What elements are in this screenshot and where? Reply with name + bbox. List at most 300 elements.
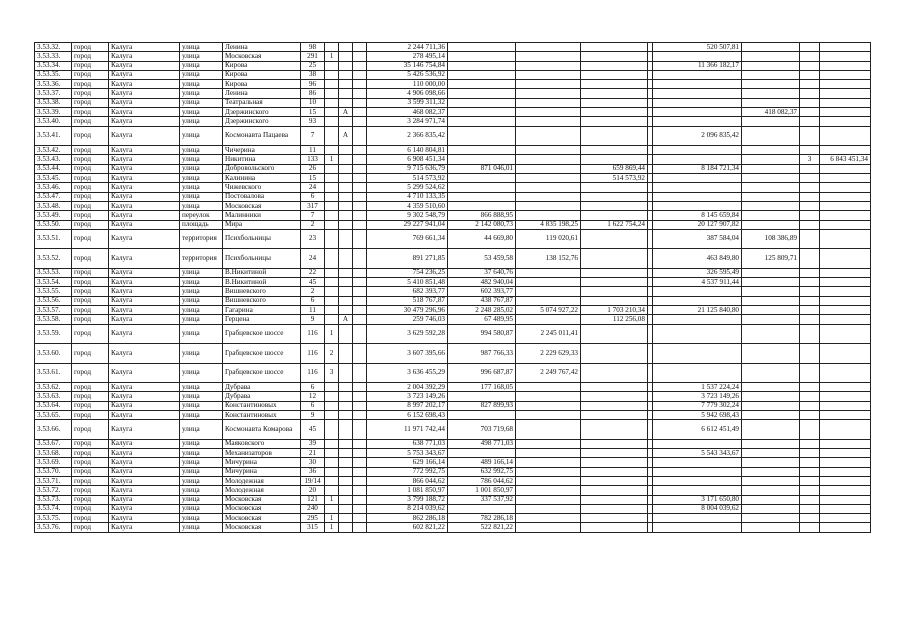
cost-col-1-cell [448,126,516,146]
cost-col-6-cell [742,495,800,504]
cost-col-5-cell [653,324,742,344]
letter-cell: А [339,126,353,146]
cost-col-3-cell [581,80,648,89]
row-number-cell: 3.53.68. [35,449,72,458]
cost-col-6-cell [742,315,800,324]
cost-col-2-cell [516,449,581,458]
cost-col-1-cell [448,108,516,117]
settlement-name-cell: Калуга [109,174,180,183]
cost-col-1-cell: 602 393,77 [448,287,516,296]
settlement-name-cell: Калуга [109,296,180,305]
house-number-cell: 39 [301,439,325,448]
cost-col-7-cell [820,523,871,532]
settlement-name-cell: Калуга [109,504,180,513]
cost-col-7-cell [820,211,871,220]
settlement-name-cell: Калуга [109,220,180,229]
street-name-cell: Мира [223,220,301,229]
cost-col-2-cell [516,411,581,420]
cost-col-1-cell: 782 286,18 [448,514,516,523]
row-number-cell: 3.53.40. [35,117,72,126]
cost-col-1-cell [448,504,516,513]
settlement-name-cell: Калуга [109,514,180,523]
row-number-cell: 3.53.61. [35,363,72,383]
house-number-cell: 19/14 [301,477,325,486]
cost-col-7-cell [820,52,871,61]
cost-col-5-cell: 8 004 039,62 [653,504,742,513]
cost-col-6-cell [742,363,800,383]
building-number-cell [325,89,339,98]
settlement-type-cell: город [72,117,109,126]
table-row [35,43,871,52]
cost-col-3-cell [581,514,648,523]
cost-col-6-cell [742,80,800,89]
street-type-cell: улица [180,467,223,476]
house-number-cell: 23 [301,229,325,249]
cost-col-1-cell [448,411,516,420]
settlement-type-cell: город [72,164,109,173]
cost-col-5-cell: 3 723 149,26 [653,392,742,401]
row-number-cell: 3.53.59. [35,324,72,344]
street-type-cell: улица [180,108,223,117]
cost-col-2-cell [516,315,581,324]
cost-col-7-cell [820,383,871,392]
cost-col-5-cell [653,155,742,164]
cost-col-5-cell [653,80,742,89]
count-cell [800,43,820,52]
cost-col-5-cell: 8 145 659,84 [653,211,742,220]
structure-cell [353,383,367,392]
cost-col-2-cell [516,146,581,155]
building-number-cell [325,458,339,467]
cost-col-2-cell: 138 152,76 [516,249,581,269]
row-number-cell: 3.53.57. [35,306,72,315]
cost-col-7-cell: 6 843 451,34 [820,155,871,164]
settlement-name-cell: Калуга [109,183,180,192]
street-name-cell: Константиновых [223,401,301,410]
letter-cell [339,174,353,183]
cost-col-7-cell [820,126,871,146]
structure-cell [353,514,367,523]
cost-col-3-cell [581,458,648,467]
settlement-name-cell: Калуга [109,523,180,532]
count-cell [800,401,820,410]
count-cell [800,201,820,210]
cost-col-6-cell [742,523,800,532]
street-type-cell: улица [180,324,223,344]
row-number-cell: 3.53.48. [35,201,72,210]
total-cost-cell: 514 573,92 [367,174,448,183]
cost-col-1-cell [448,117,516,126]
cost-col-5-cell: 5 543 343,67 [653,449,742,458]
building-number-cell [325,383,339,392]
count-cell [800,61,820,70]
cost-col-6-cell [742,211,800,220]
total-cost-cell: 30 479 296,96 [367,306,448,315]
cost-col-5-cell [653,183,742,192]
cost-col-2-cell [516,383,581,392]
settlement-type-cell: город [72,411,109,420]
cost-col-7-cell [820,70,871,79]
row-number-cell: 3.53.62. [35,383,72,392]
settlement-type-cell: город [72,486,109,495]
cost-col-6-cell [742,411,800,420]
structure-cell [353,439,367,448]
row-number-cell: 3.53.53. [35,268,72,277]
total-cost-cell: 259 746,03 [367,315,448,324]
row-number-cell: 3.53.51. [35,229,72,249]
street-type-cell: улица [180,411,223,420]
cost-col-6-cell [742,164,800,173]
street-name-cell: Кирова [223,61,301,70]
cost-col-2-cell [516,201,581,210]
building-number-cell: 1 [325,324,339,344]
cost-col-5-cell [653,458,742,467]
cost-col-2-cell [516,514,581,523]
table-row [35,117,871,126]
settlement-type-cell: город [72,523,109,532]
cost-col-6-cell [742,61,800,70]
cost-col-3-cell [581,504,648,513]
table-row [35,89,871,98]
street-type-cell: улица [180,439,223,448]
cost-col-5-cell: 4 537 911,44 [653,278,742,287]
total-cost-cell: 5 410 851,48 [367,278,448,287]
row-number-cell: 3.53.32. [35,43,72,52]
cost-col-2-cell [516,192,581,201]
row-number-cell: 3.53.37. [35,89,72,98]
cost-col-7-cell [820,61,871,70]
table-row [35,523,871,532]
settlement-type-cell: город [72,504,109,513]
count-cell [800,146,820,155]
cost-col-1-cell [448,392,516,401]
cost-col-6-cell [742,383,800,392]
cost-col-5-cell [653,146,742,155]
structure-cell [353,201,367,210]
settlement-type-cell: город [72,458,109,467]
count-cell [800,80,820,89]
street-name-cell: Постовалова [223,192,301,201]
house-number-cell: 116 [301,363,325,383]
structure-cell [353,306,367,315]
cost-col-2-cell [516,80,581,89]
cost-col-3-cell [581,523,648,532]
building-number-cell [325,296,339,305]
cost-col-6-cell [742,477,800,486]
table-row [35,52,871,61]
count-cell [800,229,820,249]
table-row [35,211,871,220]
cost-col-7-cell [820,183,871,192]
structure-cell [353,98,367,107]
structure-cell [353,192,367,201]
house-number-cell: 133 [301,155,325,164]
settlement-name-cell: Калуга [109,392,180,401]
cost-col-6-cell [742,344,800,364]
total-cost-cell: 29 227 941,04 [367,220,448,229]
street-name-cell: Космонавта Комарова [223,420,301,440]
building-number-cell [325,183,339,192]
street-name-cell: Молодежная [223,486,301,495]
count-cell [800,467,820,476]
house-number-cell: 20 [301,486,325,495]
building-number-cell: 2 [325,344,339,364]
letter-cell [339,183,353,192]
cost-col-6-cell [742,467,800,476]
cost-col-3-cell [581,61,648,70]
cost-col-1-cell: 994 580,87 [448,324,516,344]
count-cell [800,98,820,107]
cost-col-7-cell [820,467,871,476]
structure-cell [353,268,367,277]
row-number-cell: 3.53.42. [35,146,72,155]
structure-cell [353,458,367,467]
cost-col-6-cell: 125 809,71 [742,249,800,269]
total-cost-cell: 2 004 392,29 [367,383,448,392]
structure-cell [353,477,367,486]
table-row [35,126,871,146]
house-number-cell: 6 [301,296,325,305]
letter-cell [339,306,353,315]
house-number-cell: 26 [301,164,325,173]
cost-col-7-cell [820,449,871,458]
row-number-cell: 3.53.47. [35,192,72,201]
street-type-cell: улица [180,126,223,146]
letter-cell [339,324,353,344]
street-type-cell: улица [180,174,223,183]
street-type-cell: улица [180,201,223,210]
cost-col-1-cell: 632 992,75 [448,467,516,476]
house-number-cell: 6 [301,401,325,410]
building-number-cell [325,61,339,70]
cost-col-2-cell [516,43,581,52]
street-type-cell: улица [180,401,223,410]
cost-col-7-cell [820,278,871,287]
building-number-cell [325,229,339,249]
cost-col-3-cell [581,155,648,164]
count-cell: 3 [800,155,820,164]
settlement-type-cell: город [72,43,109,52]
cost-col-3-cell [581,108,648,117]
cost-col-3-cell [581,211,648,220]
count-cell [800,306,820,315]
settlement-name-cell: Калуга [109,211,180,220]
street-name-cell: Никитина [223,155,301,164]
street-type-cell: улица [180,278,223,287]
cost-col-6-cell [742,70,800,79]
cost-col-2-cell [516,287,581,296]
cost-col-5-cell: 387 584,04 [653,229,742,249]
building-number-cell [325,315,339,324]
cost-col-3-cell [581,146,648,155]
cost-col-5-cell [653,201,742,210]
cost-col-3-cell [581,183,648,192]
cost-col-3-cell [581,287,648,296]
building-number-cell: 1 [325,523,339,532]
house-number-cell: 86 [301,89,325,98]
settlement-name-cell: Калуга [109,439,180,448]
building-number-cell [325,449,339,458]
cost-col-1-cell: 67 489,95 [448,315,516,324]
cost-col-3-cell [581,268,648,277]
row-number-cell: 3.53.70. [35,467,72,476]
cost-col-3-cell [581,439,648,448]
settlement-name-cell: Калуга [109,383,180,392]
cost-col-2-cell [516,467,581,476]
cost-col-7-cell [820,296,871,305]
letter-cell [339,89,353,98]
structure-cell [353,324,367,344]
settlement-type-cell: город [72,80,109,89]
settlement-type-cell: город [72,467,109,476]
settlement-name-cell: Калуга [109,411,180,420]
settlement-name-cell: Калуга [109,495,180,504]
count-cell [800,296,820,305]
count-cell [800,249,820,269]
table-row [35,401,871,410]
settlement-type-cell: город [72,98,109,107]
street-name-cell: Дубрава [223,383,301,392]
cost-col-2-cell [516,420,581,440]
cost-col-5-cell [653,98,742,107]
cost-col-2-cell [516,174,581,183]
total-cost-cell: 3 723 149,26 [367,392,448,401]
letter-cell [339,211,353,220]
street-type-cell: улица [180,287,223,296]
street-name-cell: Мичурина [223,458,301,467]
street-type-cell: улица [180,315,223,324]
street-type-cell: улица [180,192,223,201]
building-number-cell [325,126,339,146]
house-number-cell: 25 [301,61,325,70]
street-type-cell: территория [180,249,223,269]
table-row [35,146,871,155]
row-number-cell: 3.53.33. [35,52,72,61]
street-name-cell: Маяковского [223,439,301,448]
cost-col-1-cell: 522 821,22 [448,523,516,532]
street-name-cell: Чижевского [223,183,301,192]
count-cell [800,287,820,296]
settlement-name-cell: Калуга [109,467,180,476]
structure-cell [353,296,367,305]
cost-col-1-cell: 866 888,95 [448,211,516,220]
letter-cell [339,420,353,440]
settlement-name-cell: Калуга [109,458,180,467]
street-type-cell: улица [180,477,223,486]
table-row [35,363,871,383]
letter-cell [339,155,353,164]
cost-col-3-cell [581,495,648,504]
cost-col-1-cell [448,98,516,107]
cost-col-5-cell: 8 184 721,34 [653,164,742,173]
cost-col-2-cell: 4 835 198,25 [516,220,581,229]
settlement-type-cell: город [72,514,109,523]
cost-col-1-cell [448,155,516,164]
row-number-cell: 3.53.36. [35,80,72,89]
structure-cell [353,229,367,249]
row-number-cell: 3.53.73. [35,495,72,504]
settlement-name-cell: Калуга [109,363,180,383]
cost-col-3-cell [581,52,648,61]
cost-col-7-cell [820,514,871,523]
cost-col-5-cell [653,467,742,476]
cost-col-6-cell [742,268,800,277]
cost-col-1-cell [448,192,516,201]
cost-col-3-cell [581,420,648,440]
settlement-type-cell: город [72,287,109,296]
settlement-type-cell: город [72,420,109,440]
house-number-cell: 315 [301,523,325,532]
total-cost-cell: 3 629 592,28 [367,324,448,344]
cost-col-1-cell: 2 142 080,73 [448,220,516,229]
settlement-name-cell: Калуга [109,486,180,495]
cost-col-7-cell [820,229,871,249]
cost-col-7-cell [820,477,871,486]
street-name-cell: Дзержинского [223,117,301,126]
cost-col-3-cell: 1 703 210,34 [581,306,648,315]
table-row [35,504,871,513]
letter-cell [339,268,353,277]
street-type-cell: улица [180,268,223,277]
street-name-cell: Дубрава [223,392,301,401]
cost-col-5-cell: 20 127 907,82 [653,220,742,229]
street-name-cell: Малинники [223,211,301,220]
row-number-cell: 3.53.54. [35,278,72,287]
house-number-cell: 9 [301,411,325,420]
total-cost-cell: 4 906 098,66 [367,89,448,98]
letter-cell: А [339,108,353,117]
building-number-cell [325,268,339,277]
cost-col-1-cell: 786 044,62 [448,477,516,486]
street-type-cell: улица [180,296,223,305]
cost-col-7-cell [820,249,871,269]
house-number-cell: 11 [301,146,325,155]
letter-cell [339,495,353,504]
total-cost-cell: 4 359 510,60 [367,201,448,210]
cost-col-6-cell [742,174,800,183]
settlement-type-cell: город [72,363,109,383]
letter-cell [339,486,353,495]
cost-col-3-cell [581,363,648,383]
cost-col-1-cell: 703 719,68 [448,420,516,440]
total-cost-cell: 4 710 133,35 [367,192,448,201]
street-name-cell: Театральная [223,98,301,107]
count-cell [800,514,820,523]
settlement-type-cell: город [72,392,109,401]
total-cost-cell: 2 244 711,36 [367,43,448,52]
street-type-cell: улица [180,306,223,315]
cost-col-2-cell: 2 229 629,33 [516,344,581,364]
cost-col-6-cell: 418 082,37 [742,108,800,117]
settlement-type-cell: город [72,296,109,305]
structure-cell [353,52,367,61]
building-number-cell [325,201,339,210]
cost-col-7-cell [820,287,871,296]
cost-col-6-cell [742,117,800,126]
cost-col-1-cell [448,89,516,98]
letter-cell [339,220,353,229]
house-number-cell: 38 [301,70,325,79]
total-cost-cell: 110 000,00 [367,80,448,89]
street-type-cell: улица [180,363,223,383]
row-number-cell: 3.53.75. [35,514,72,523]
street-name-cell: Механизаторов [223,449,301,458]
building-number-cell [325,287,339,296]
total-cost-cell: 602 821,22 [367,523,448,532]
cost-col-1-cell: 337 537,92 [448,495,516,504]
cost-col-3-cell [581,467,648,476]
settlement-name-cell: Калуга [109,477,180,486]
